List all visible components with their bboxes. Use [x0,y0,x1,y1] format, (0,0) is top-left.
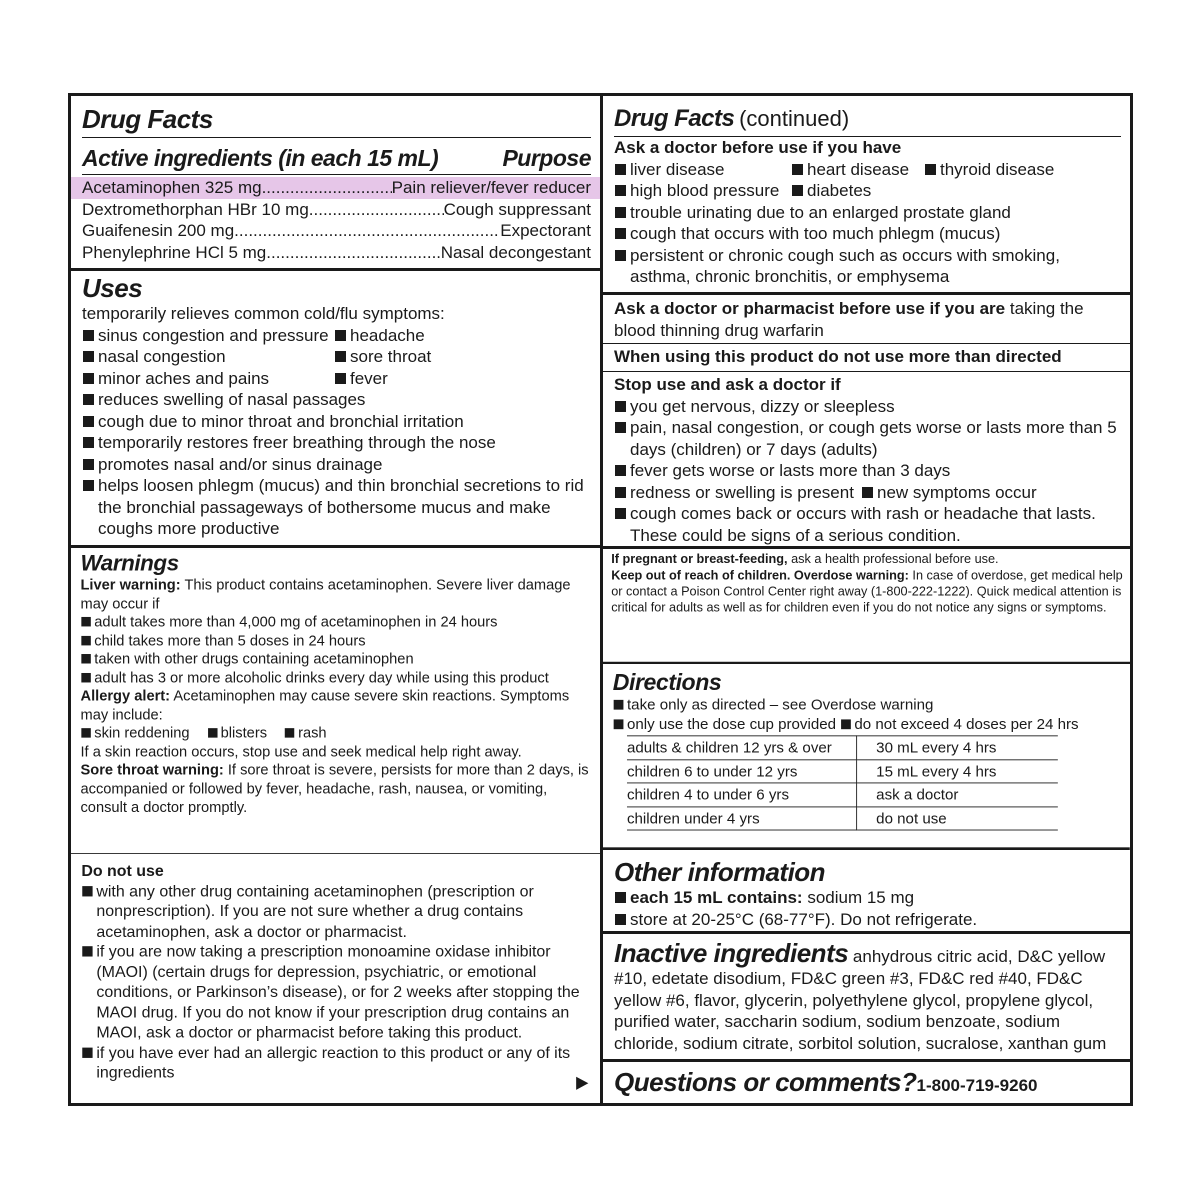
pregnancy-warning [611,551,1123,567]
list-item: minor aches and pains [82,368,334,390]
continue-arrow-icon [577,1077,589,1090]
leader-dots [266,242,440,264]
table-row [627,759,1058,783]
list-item: heart disease [791,159,924,181]
list-item: if you are now taking a prescription monoamine oxidase inhibitor (MAOI) (certain drugs for depression, psychiatric, or emotional conditions, or Parkinson’s disease), or for 2 weeks after stopping the MAOI drug. If you do not know if your prescription drug contains an MAOI, ask a doctor or pharmacist before taking this product. [81,942,591,1043]
uses-pair-row [82,368,591,390]
table-row [627,806,1058,830]
list-item: sore throat [334,346,431,368]
list-item: helps loosen phlegm (mucus) and thin bronchial secretions to rid the bronchial passageways of bothersome mucus and make coughs more productive [82,475,591,540]
inactive-ingredients-title: Inactive ingredients [614,938,849,968]
active-ingredients-section [71,96,600,271]
liver-warning-label: Liver warning: [80,576,181,593]
inactive-ingredients-section [603,934,1130,1062]
dosage-table [627,735,1058,830]
ingredient-purpose: Pain reliever/fever reducer [391,178,591,197]
directions-section [603,667,1130,850]
list-item: headache [334,325,425,347]
ingredient-purpose: Cough suppressant [443,199,591,219]
directions-pair-row [613,715,1122,734]
sodium-text: sodium 15 mg [807,888,915,907]
list-item: fever [334,368,388,390]
pregnancy-overdose-section [603,549,1130,664]
ingredient-name: Guaifenesin 200 mg [82,221,235,240]
allergy-symptoms-row [80,724,592,743]
when-using-section [603,344,1130,372]
warnings-section [71,548,600,854]
ask-pharmacist-text: taking the blood thinning drug warfarin [614,299,1084,340]
list-item: diabetes [791,180,871,202]
right-column [603,96,1130,1103]
age-cell: children 4 to under 6 yrs [627,783,856,807]
list-item: liver disease [614,159,791,181]
list-item: do not exceed 4 doses per 24 hrs [840,715,1078,734]
active-ingredients-title: Active ingredients (in each 15 mL) [82,145,439,171]
active-ingredients-header [82,143,591,175]
questions-label: Questions or comments? [614,1067,917,1097]
list-item: redness or swelling is present [614,482,861,504]
list-item: nasal congestion [82,346,334,368]
list-item [614,887,1121,909]
list-item: persistent or chronic cough such as occurs with smoking, asthma, chronic bronchitis, or emphysema [614,245,1121,288]
list-item: fever gets worse or lasts more than 3 days [614,460,1121,482]
drug-facts-title: Drug Facts [614,105,735,132]
list-item: adult takes more than 4,000 mg of acetaminophen in 24 hours [80,613,592,632]
sore-throat-warning [80,761,592,817]
sodium-label: each 15 mL contains: [630,888,803,907]
ask-pharmacist-section [603,295,1130,344]
pregnancy-text: ask a health professional before use. [791,551,999,567]
list-item: cough due to minor throat and bronchial irritation [82,411,591,433]
list-item: sinus congestion and pressure [82,325,334,347]
dose-cell: 15 mL every 4 hrs [856,759,1058,783]
liver-warning [80,576,592,613]
uses-pair-row [82,346,591,368]
ingredient-name: Dextromethorphan HBr 10 mg [82,199,309,219]
drug-facts-label [68,93,1133,1106]
allergy-alert-text: Acetaminophen may cause severe skin reactions. Symptoms may include: [80,687,570,723]
ingredient-purpose: Expectorant [500,221,591,240]
stop-use-section [603,372,1130,549]
list-item: take only as directed – see Overdose warning [613,695,1122,714]
continued-label: (continued) [739,106,850,131]
pregnancy-label: If pregnant or breast-feeding, [611,551,788,567]
inactive-ingredients-text: anhydrous citric acid, D&C yellow #10, edetate disodium, FD&C green #3, FD&C red #40, FD&C yellow #6, flavor, glycerin, polyethylene glycol, propylene glycol, purified water, saccharin sodium, sodium benzoate, sodium chloride, sodium citrate, sorbitol solution, sucralose, xanthan gum [614,947,1107,1053]
table-row [627,736,1058,760]
ingredient-purpose: Nasal decongestant [440,242,591,262]
warnings-title: Warnings [80,549,179,576]
sore-throat-label: Sore throat warning: [80,761,224,779]
list-item: trouble urinating due to an enlarged prostate gland [614,202,1121,224]
when-using-text: When using this product do not use more than directed [614,347,1062,366]
leader-dots [234,220,500,242]
ask-doctor-section [603,96,1130,295]
uses-pair-row [82,325,591,347]
list-item: thyroid disease [924,159,1054,181]
ingredient-row [82,242,591,264]
ask-pharmacist-label: Ask a doctor or pharmacist before use if you are [614,299,1006,318]
age-cell: children 6 to under 12 yrs [627,759,856,783]
dose-cell: do not use [856,806,1058,830]
list-item: you get nervous, dizzy or sleepless [614,396,1121,418]
ingredient-name: Phenylephrine HCl 5 mg [82,242,267,262]
continued-title [614,104,1121,137]
other-information-section [603,853,1130,934]
list-item: store at 20-25°C (68-77°F). Do not refrigerate. [614,909,1121,931]
list-item: cough comes back or occurs with rash or headache that lasts. These could be signs of a serious condition. [614,503,1121,546]
list-item: rash [284,724,326,743]
table-row [627,783,1058,807]
list-item: temporarily restores freer breathing through the nose [82,432,591,454]
list-item: child takes more than 5 doses in 24 hours [80,631,592,650]
purpose-title: Purpose [502,145,591,171]
overdose-text: In case of overdose, get medical help or contact a Poison Control Center right away (1-800-222-1222). Quick medical attention is critical for adults as well as for children even if you do not notice any signs or symptoms. [611,568,1123,615]
directions-title: Directions [612,668,722,696]
dose-cell: ask a doctor [856,783,1058,807]
list-item: cough that occurs with too much phlegm (mucus) [614,223,1121,245]
questions-section [603,1062,1130,1103]
ingredient-row-highlighted [71,177,600,199]
list-item: only use the dose cup provided [613,715,840,734]
list-item: pain, nasal congestion, or cough gets worse or lasts more than 5 days (children) or 7 days (adults) [614,417,1121,460]
ask-doctor-title: Ask a doctor before use if you have [614,138,902,157]
liver-warning-text: This product contains acetaminophen. Severe liver damage may occur if [80,576,571,612]
ask-doctor-row [614,159,1121,181]
ingredient-row [82,220,591,242]
ingredient-name: Acetaminophen 325 mg [82,178,262,197]
uses-section [71,271,600,548]
list-item: if you have ever had an allergic reaction to this product or any of its ingredients [81,1042,591,1082]
list-item: skin reddening [80,724,189,743]
allergy-followup: If a skin reaction occurs, stop use and seek medical help right away. [80,743,522,760]
list-item: new symptoms occur [861,482,1037,504]
uses-intro: temporarily relieves common cold/flu symptoms: [82,304,445,323]
uses-title: Uses [82,273,143,303]
age-cell: adults & children 12 yrs & over [627,736,856,760]
overdose-warning [611,567,1123,615]
sore-throat-text: If sore throat is severe, persists for more than 2 days, is accompanied or followed by fever, headache, rash, nausea, or vomiting, consult a doctor promptly. [80,761,589,816]
drug-facts-title: Drug Facts [82,104,591,138]
questions-phone: 1-800-719-9260 [916,1076,1038,1095]
ask-doctor-row [614,180,1121,202]
do-not-use-section [71,857,600,1103]
stop-use-pair-row [614,482,1121,504]
dose-cell: 30 mL every 4 hrs [856,736,1058,760]
ingredient-row [82,199,591,221]
leader-dots [309,199,444,221]
list-item: taken with other drugs containing acetaminophen [80,650,592,669]
other-information-title: Other information [614,857,826,887]
list-item: reduces swelling of nasal passages [82,389,591,411]
overdose-label: Keep out of reach of children. Overdose warning: [611,568,909,583]
list-item: promotes nasal and/or sinus drainage [82,454,591,476]
do-not-use-title: Do not use [81,861,164,880]
allergy-alert [80,687,592,724]
stop-use-title: Stop use and ask a doctor if [614,375,841,394]
list-item: adult has 3 or more alcoholic drinks every day while using this product [80,668,592,687]
leader-dots [262,177,392,199]
allergy-alert-label: Allergy alert: [80,687,171,705]
list-item: high blood pressure [614,180,791,202]
list-item: with any other drug containing acetaminophen (prescription or nonprescription). If you are not sure whether a drug contains acetaminophen, ask a doctor or pharmacist. [81,881,591,942]
list-item: blisters [207,724,267,743]
age-cell: children under 4 yrs [627,806,856,830]
left-column [71,96,603,1103]
